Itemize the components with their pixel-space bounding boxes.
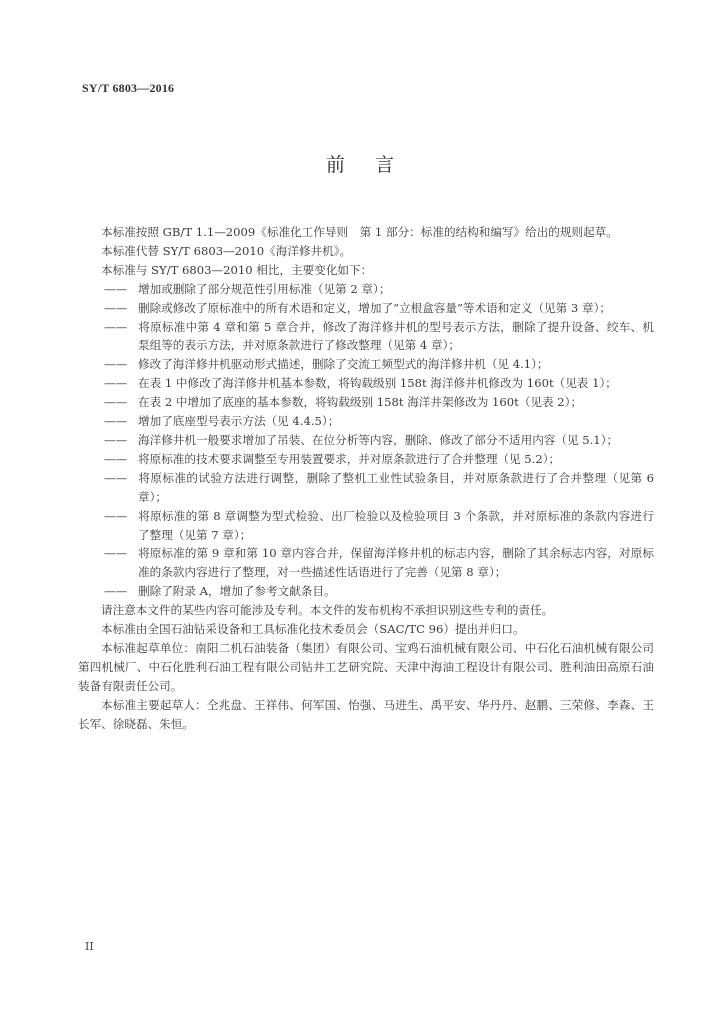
dash-marker: —— [104,414,128,429]
list-item-text: 将原标准中第 4 章和第 5 章合并，修改了海洋修井机的型号表示方法，删除了提升设备、绞车、机泵组等的表示方法，并对原条款进行了修改整理（见第 4 章）； [138,319,654,353]
list-item [78,582,654,601]
list-item [78,318,654,356]
list-item-text: 增加了底座型号表示方法（见 4.4.5）； [138,414,340,429]
list-item [78,299,654,318]
change-list [78,280,654,601]
list-item-text: 海洋修井机一般要求增加了吊装、在位分析等内容，删除、修改了部分不适用内容（见 5.1）； [138,432,619,447]
list-item [78,450,654,469]
list-item [78,280,654,299]
dash-marker: —— [104,432,128,447]
dash-marker: —— [104,546,128,561]
dash-marker: —— [104,508,128,523]
dash-marker: —— [104,281,128,296]
section-title: 前言 [325,154,424,176]
dash-marker: —— [104,300,128,315]
dash-marker: —— [104,470,128,485]
list-item-text: 删除了附录 A，增加了参考文献条目。 [138,584,336,599]
dash-marker: —— [104,357,128,372]
list-item-text: 在表 1 中修改了海洋修井机基本参数，将钩载级别 158t 海洋修井机修改为 160t（见表 1）； [138,376,617,391]
paragraph-replaces: 本标准代替 SY/T 6803—2010《海洋修井机》。 [101,243,352,258]
list-item-text: 增加或删除了部分规范性引用标准（见第 2 章）； [138,281,391,296]
list-item [78,544,654,582]
list-item-text: 将原标准的技术要求调整至专用装置要求，并对原条款进行了合并整理（见 5.2）； [138,451,561,466]
dash-marker: —— [104,451,128,466]
list-item [78,355,654,374]
list-item [78,507,654,545]
standard-code-header: SY/T 6803—2016 [82,81,175,95]
dash-marker: —— [104,319,128,334]
list-item-text: 在表 2 中增加了底座的基本参数，将钩载级别 158t 海洋井架修改为 160t（见表 2）； [138,395,583,410]
list-item-text: 修改了海洋修井机驱动形式描述，删除了交流工频型式的海洋修井机（见 4.1）； [138,357,549,372]
list-item-text: 将原标准的第 8 章调整为型式检验、出厂检验以及检验项目 3 个条款，并对原标准的条款内容进行了整理（见第 7 章）； [138,508,654,542]
paragraph-drafters: 本标准主要起草人：仝兆盘、王祥伟、何军国、怡强、马进生、禹平安、华丹丹、赵鹏、三荣修、李森、王长军、徐晓磊、朱恒。 [78,697,654,731]
dash-marker: —— [104,584,128,599]
paragraph-patent-notice: 请注意本文件的某些内容可能涉及专利。本文件的发布机构不承担识别这些专利的责任。 [101,603,554,618]
list-item [78,431,654,450]
list-item-text: 将原标准的第 9 章和第 10 章内容合并，保留海洋修井机的标志内容，删除了其余标志内容，对原标准的条款内容进行了整理，对一些描述性话语进行了完善（见第 8 章）； [138,546,654,580]
paragraph-changes-intro: 本标准与 SY/T 6803—2010 相比，主要变化如下： [101,262,373,277]
paragraph-drafting-rules: 本标准按照 GB/T 1.1—2009《标准化工作导则 第 1 部分：标准的结构和编写》给出的规则起草。 [101,225,618,239]
list-item [78,469,654,507]
dash-marker: —— [104,376,128,391]
foreword-body [78,223,654,733]
list-item [78,393,654,412]
paragraph-drafting-units: 本标准起草单位：南阳二机石油装备（集团）有限公司、宝鸡石油机械有限公司、中石化石油机械有限公司第四机械厂、中石化胜利石油工程有限公司钻井工艺研究院、天津中海油工程设计有限公司、胜利油田高原石油装备有限责任公司。 [78,640,654,693]
paragraph-proposer: 本标准由全国石油钻采设备和工具标准化技术委员会（SAC/TC 96）提出并归口。 [101,622,525,637]
list-item [78,374,654,393]
dash-marker: —— [104,395,128,410]
list-item-text: 将原标准的试验方法进行调整，删除了整机工业性试验条目，并对原条款进行了合并整理（见第 6 章）； [138,470,654,504]
list-item-text: 删除或修改了原标准中的所有术语和定义，增加了“立根盒容量”等术语和定义（见第 3 章）； [138,300,611,315]
list-item [78,412,654,431]
page-number: II [85,940,94,953]
